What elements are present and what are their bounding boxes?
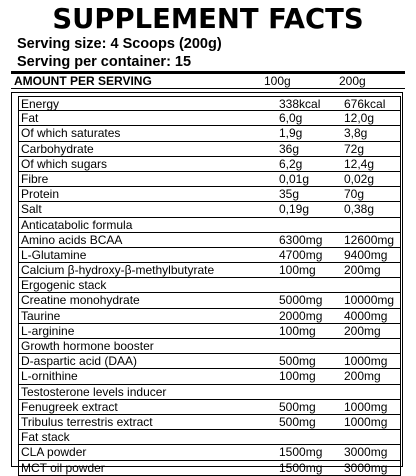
row-label: L-Glutamine <box>21 247 87 262</box>
page-title: SUPPLEMENT FACTS <box>52 2 364 35</box>
row-label: Fibre <box>21 171 49 186</box>
table-row <box>19 354 400 369</box>
row-value-200g: 676kcal <box>344 97 386 111</box>
row-value-100g: 6300mg <box>279 232 323 247</box>
row-value-100g: 4700mg <box>279 247 323 262</box>
table-row <box>19 415 400 430</box>
row-value-100g: 1500mg <box>279 460 323 475</box>
row-label: D-aspartic acid (DAA) <box>21 354 138 369</box>
row-value-200g: 3,8g <box>344 126 368 141</box>
table-row <box>19 430 400 445</box>
row-value-200g: 1000mg <box>344 414 388 429</box>
row-label: Creatine monohydrate <box>21 293 140 308</box>
row-label: Of which saturates <box>21 126 121 141</box>
row-value-100g: 1,9g <box>279 126 303 141</box>
table-row <box>19 461 400 476</box>
row-value-200g: 200mg <box>344 323 381 338</box>
row-value-100g: 1500mg <box>279 445 323 460</box>
row-value-200g: 1000mg <box>344 399 388 414</box>
row-value-100g: 5000mg <box>279 293 323 308</box>
row-label: Tribulus terrestris extract <box>21 414 153 429</box>
column-header-200g: 200g <box>339 74 366 88</box>
table-row <box>19 385 400 400</box>
table-row <box>19 309 400 324</box>
row-label: Fat stack <box>21 430 70 445</box>
row-value-100g: 500mg <box>279 414 316 429</box>
row-value-100g: 0,01g <box>279 171 310 186</box>
row-value-200g: 70g <box>344 187 365 202</box>
row-value-200g: 1000mg <box>344 354 388 369</box>
row-label: Testosterone levels inducer <box>21 384 167 399</box>
table-row <box>19 278 400 293</box>
table-row <box>19 369 400 384</box>
row-value-200g: 200mg <box>344 369 381 384</box>
table-row <box>19 126 400 141</box>
row-value-200g: 0,02g <box>344 171 375 186</box>
row-value-100g: 0,19g <box>279 202 310 217</box>
row-value-100g: 6,2g <box>279 156 303 171</box>
table-row <box>19 202 400 217</box>
row-value-100g: 36g <box>279 141 300 156</box>
row-value-100g: 500mg <box>279 354 316 369</box>
table-row <box>19 339 400 354</box>
row-value-200g: 4000mg <box>344 308 388 323</box>
row-label: L-ornithine <box>21 369 78 384</box>
table-row <box>19 233 400 248</box>
table-row <box>19 96 400 111</box>
row-label: CLA powder <box>21 445 87 460</box>
table-header <box>14 74 404 88</box>
row-value-200g: 12,0g <box>344 111 375 126</box>
row-label: Fat <box>21 111 39 126</box>
row-value-200g: 3000mg <box>344 460 388 475</box>
row-value-100g: 500mg <box>279 399 316 414</box>
row-label: Taurine <box>21 308 61 323</box>
row-label: Amino acids BCAA <box>21 232 123 247</box>
row-value-200g: 9400mg <box>344 247 388 262</box>
row-value-200g: 10000mg <box>344 293 395 308</box>
row-value-200g: 12600mg <box>344 232 395 247</box>
amount-per-serving-label: AMOUNT PER SERVING <box>14 74 152 88</box>
row-label: Growth hormone booster <box>21 339 154 353</box>
row-value-200g: 12,4g <box>344 156 375 171</box>
row-label: Energy <box>21 97 60 111</box>
table-row <box>19 324 400 339</box>
table-row <box>19 142 400 157</box>
row-label: Calcium β-hydroxy-β-methylbutyrate <box>21 263 215 278</box>
row-label: Of which sugars <box>21 156 108 171</box>
column-header-100g: 100g <box>264 74 291 88</box>
row-value-200g: 72g <box>344 141 365 156</box>
table-row <box>19 218 400 233</box>
row-label: Ergogenic stack <box>21 278 107 293</box>
row-value-100g: 35g <box>279 187 300 202</box>
facts-table <box>18 96 401 476</box>
row-label: Anticatabolic formula <box>21 217 133 232</box>
serving-per-container: Serving per container: 15 <box>17 54 192 70</box>
row-value-100g: 100mg <box>279 263 316 278</box>
table-row <box>19 445 400 460</box>
table-row <box>19 400 400 415</box>
table-row <box>19 248 400 263</box>
table-row <box>19 293 400 308</box>
row-value-200g: 3000mg <box>344 445 388 460</box>
row-value-200g: 200mg <box>344 263 381 278</box>
row-label: Salt <box>21 202 42 217</box>
row-value-200g: 0,38g <box>344 202 375 217</box>
table-row <box>19 157 400 172</box>
row-label: Fenugreek extract <box>21 399 118 414</box>
table-row <box>19 263 400 278</box>
row-value-100g: 100mg <box>279 369 316 384</box>
row-label: Protein <box>21 187 60 202</box>
row-value-100g: 6,0g <box>279 111 303 126</box>
table-row <box>19 172 400 187</box>
table-row <box>19 111 400 126</box>
row-value-100g: 2000mg <box>279 308 323 323</box>
row-label: MCT oil powder <box>21 460 105 475</box>
header-divider <box>11 88 405 89</box>
row-value-100g: 100mg <box>279 323 316 338</box>
row-label: Carbohydrate <box>21 141 94 156</box>
row-value-100g: 338kcal <box>279 97 321 111</box>
row-label: L-arginine <box>21 323 75 338</box>
serving-size: Serving size: 4 Scoops (200g) <box>17 36 222 52</box>
table-row <box>19 187 400 202</box>
